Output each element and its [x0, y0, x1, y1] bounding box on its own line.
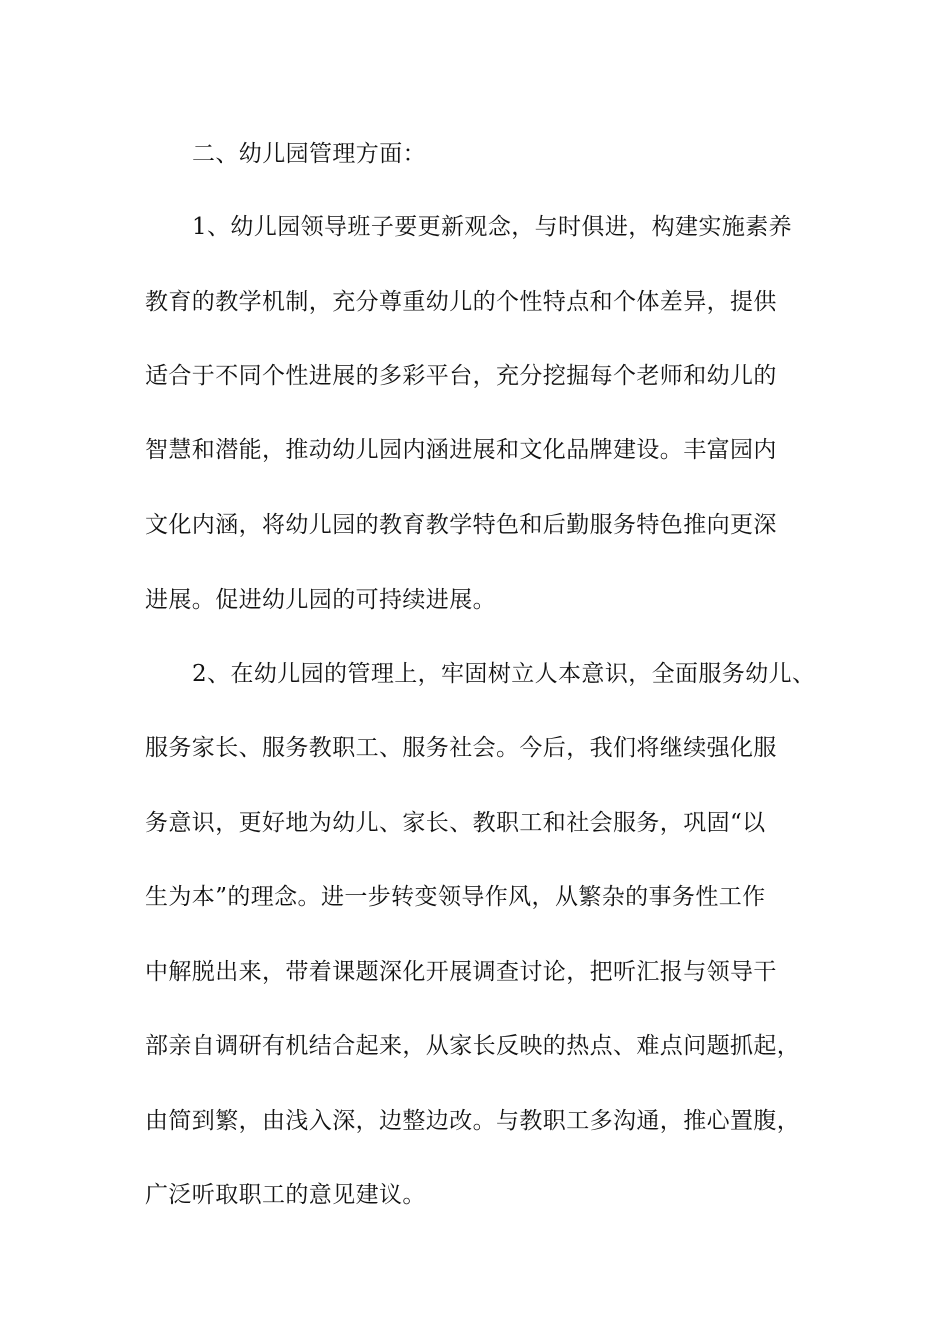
paragraph-1-line-4: 智慧和潜能，推动幼儿园内涵进展和文化品牌建设。丰富园内 [145, 437, 777, 463]
paragraph-2-line-1: 2、在幼儿园的管理上，牢固树立人本意识，全面服务幼儿、 [192, 661, 816, 687]
paragraph-1-line-2: 教育的教学机制，充分尊重幼儿的个性特点和个体差异，提供 [145, 289, 777, 315]
paragraph-1-line-6: 进展。促进幼儿园的可持续进展。 [145, 587, 496, 613]
paragraph-1-line-3: 适合于不同个性进展的多彩平台，充分挖掘每个老师和幼儿的 [145, 363, 777, 389]
section-heading: 二、幼儿园管理方面： [192, 141, 426, 167]
paragraph-2-line-6: 部亲自调研有机结合起来，从家长反映的热点、难点问题抓起， [145, 1033, 801, 1059]
paragraph-2-line-2: 服务家长、服务教职工、服务社会。今后，我们将继续强化服 [145, 735, 777, 761]
paragraph-2-line-8: 广泛听取职工的意见建议。 [145, 1182, 426, 1208]
paragraph-1-line-1: 1、幼儿园领导班子要更新观念，与时俱进，构建实施素养 [192, 214, 793, 240]
paragraph-2-line-7: 由简到繁，由浅入深，边整边改。与教职工多沟通，推心置腹， [145, 1108, 801, 1134]
paragraph-2-line-4: 生为本”的理念。进一步转变领导作风，从繁杂的事务性工作 [145, 884, 766, 910]
paragraph-2-line-5: 中解脱出来，带着课题深化开展调查讨论，把听汇报与领导干 [145, 959, 777, 985]
paragraph-1-line-5: 文化内涵，将幼儿园的教育教学特色和后勤服务特色推向更深 [145, 512, 777, 538]
paragraph-2-line-3: 务意识，更好地为幼儿、家长、教职工和社会服务，巩固“以 [145, 810, 766, 836]
